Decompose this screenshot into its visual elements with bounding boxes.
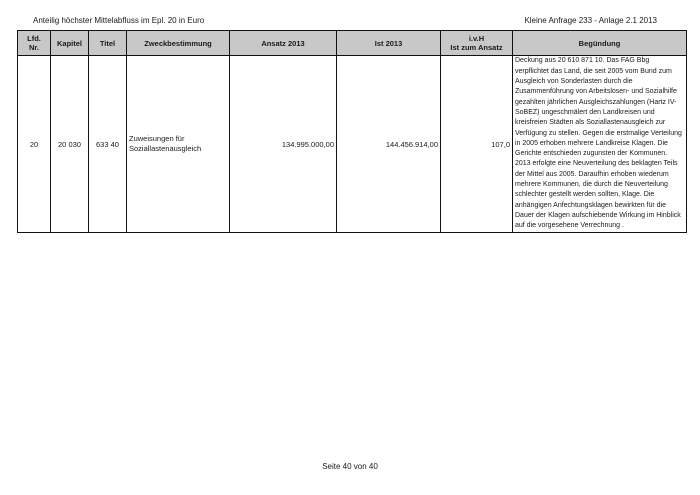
page-number: Seite 40 von 40: [322, 462, 378, 471]
col-header-ist: Ist 2013: [337, 31, 441, 56]
col-header-ivh-line1: i.v.H: [468, 34, 485, 43]
col-header-ansatz: Ansatz 2013: [230, 31, 337, 56]
cell-lfd: 20: [18, 56, 51, 233]
document-subtitle: Anteilig höchster Mittelabfluss im Epl. 20 in Euro: [33, 16, 205, 25]
budget-table: [17, 30, 687, 233]
table-header-row: [18, 31, 687, 56]
col-header-zweck: Zweckbestimmung: [127, 31, 230, 56]
cell-zweck-line1: Zuweisungen für: [129, 134, 185, 143]
col-header-titel: Titel: [89, 31, 127, 56]
col-header-ivh-line2: Ist zum Ansatz: [450, 43, 503, 52]
cell-zweck-line2: Soziallastenausgleich: [129, 144, 202, 153]
cell-ist: 144.456.914,00: [337, 56, 441, 233]
col-header-lfd: [18, 31, 51, 56]
cell-zweck: [127, 56, 230, 233]
cell-ivh: 107,0: [441, 56, 513, 233]
col-header-lfd-line1: Lfd.: [27, 34, 41, 43]
col-header-lfd-line2: Nr.: [28, 43, 39, 52]
table-row: [18, 56, 687, 233]
cell-titel: 633 40: [89, 56, 127, 233]
col-header-ivh: [441, 31, 513, 56]
document-reference: Kleine Anfrage 233 - Anlage 2.1 2013: [524, 16, 657, 25]
cell-begruendung: Deckung aus 20 610 871 10. Das FAG Bbg verpflichtet das Land, die seit 2005 vom Bund zum Ausgleich von Sonderlasten durch die Zusammenführung von Arbeitslosen- und Sozialhilfe gezahlten jährlichen Ausgleichszahlungen (Hartz IV-SoBEZ) ungeschmälert den Landkreisen und kreisfreien Städten als Soziallastenausgleich zur Verfügung zu stellen. Gegen die erstmalige Verteilung in 2005 erhoben mehrere Landkreise Klagen. Die Gerichte entschieden zugunsten der Kommunen. 2013 erfolgte eine Neuverteilung des beklagten Teils der Mittel aus 2005. Daraufhin erhoben wiederum mehrere Kommunen, die durch die Neuverteilung schlechter gestellt werden sollten, Klage. Die anhängigen Anfechtungsklagen bewirkten für die Dauer der Klagen aufschiebende Wirkung im Hinblick auf die vorgesehene Verrechnung .: [513, 56, 687, 233]
col-header-kapitel: Kapitel: [51, 31, 89, 56]
col-header-begruendung: Begündung: [513, 31, 687, 56]
cell-kapitel: 20 030: [51, 56, 89, 233]
cell-ansatz: 134.995.000,00: [230, 56, 337, 233]
